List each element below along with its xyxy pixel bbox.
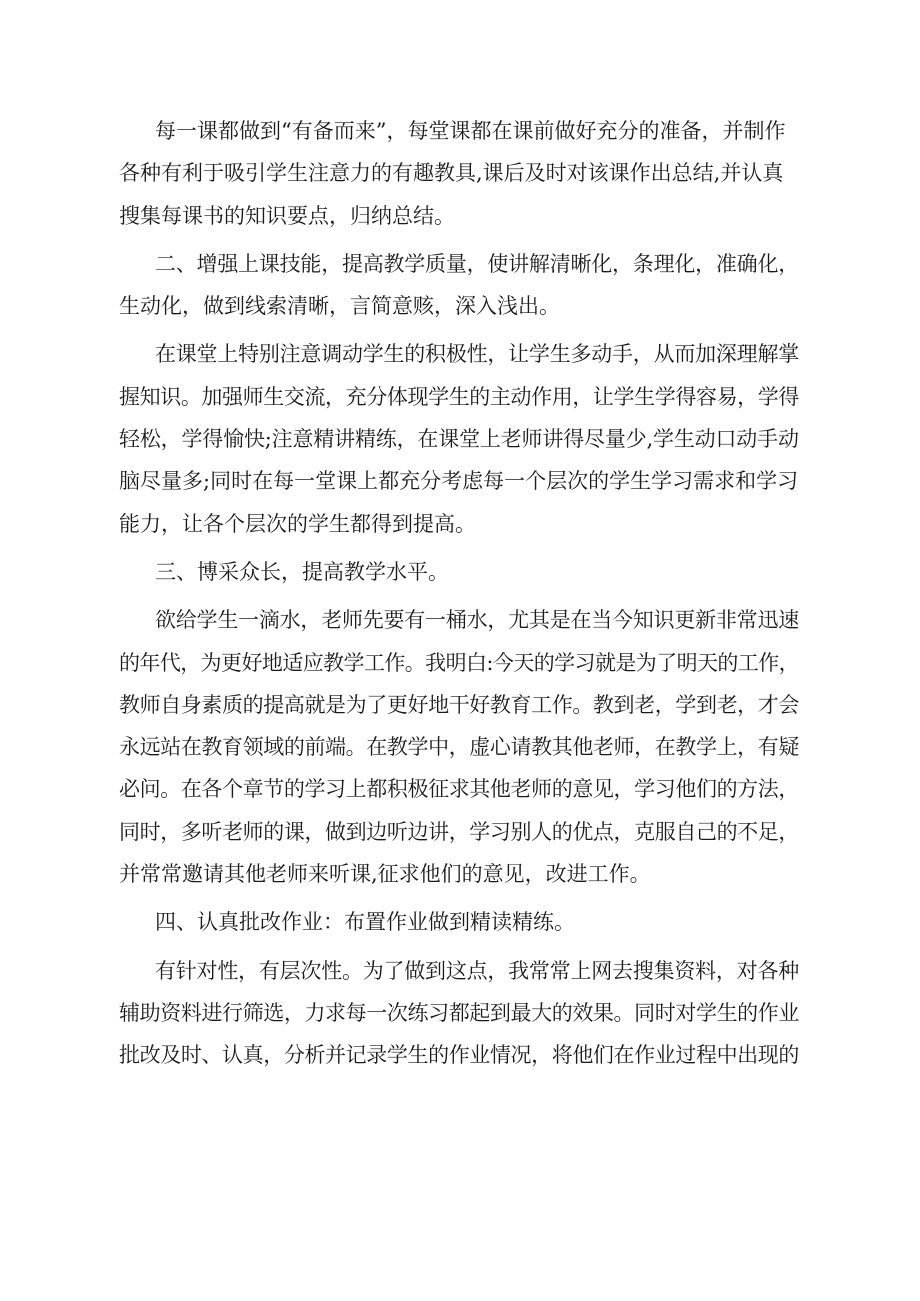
- document-body: [119, 110, 799, 1077]
- body-paragraph: [119, 333, 799, 544]
- section-heading: [119, 551, 799, 593]
- text-line: 握知识。加强师生交流，充分体现学生的主动作用，让学生学得容易，学得: [119, 384, 799, 409]
- body-paragraph: [119, 950, 799, 1077]
- text-line: 有针对性，有层次性。为了做到这点，我常常上网去搜集资料，对各种: [155, 958, 799, 983]
- text-line: 教师自身素质的提高就是为了更好地干好教育工作。教到老，学到老，才会: [119, 692, 799, 717]
- text-line: 永远站在教育领域的前端。在教学中，虚心请教其他老师，在教学上，有疑: [119, 735, 799, 760]
- body-paragraph: [119, 110, 799, 237]
- text-line: 各种有利于吸引学生注意力的有趣教具,课后及时对该课作出总结,并认真: [119, 161, 784, 186]
- text-line: 搜集每课书的知识要点，归纳总结。: [119, 203, 455, 228]
- text-line: 每一课都做到“有备而来”，每堂课都在课前做好充分的准备，并制作: [155, 119, 786, 143]
- text-line: 在课堂上特别注意调动学生的积极性，让学生多动手，从而加深理解掌: [155, 342, 799, 367]
- text-line: 批改及时、认真，分析并记录学生的作业情况，将他们在作业过程中出现的: [119, 1043, 799, 1068]
- text-line: 并常常邀请其他老师来听课,征求他们的意见，改进工作。: [119, 862, 651, 887]
- text-line: 四、认真批改作业：布置作业做到精读精练。: [155, 910, 575, 935]
- text-line: 辅助资料进行筛选，力求每一次练习都起到最大的效果。同时对学生的作业: [119, 1000, 799, 1025]
- text-line: 同时，多听老师的课，做到边听边讲，学习别人的优点，克服自己的不足，: [119, 819, 799, 844]
- body-paragraph: [119, 599, 799, 895]
- text-line: 必问。在各个章节的学习上都积极征求其他老师的意见，学习他们的方法，: [119, 777, 799, 802]
- section-heading: [119, 901, 799, 943]
- text-line: 脑尽量多;同时在每一堂课上都充分考虑每一个层次的学生学习需求和学习: [119, 469, 799, 494]
- text-line: 能力，让各个层次的学生都得到提高。: [119, 511, 476, 536]
- text-line: 的年代，为更好地适应教学工作。我明白:今天的学习就是为了明天的工作，: [119, 650, 800, 675]
- text-line: 欲给学生一滴水，老师先要有一桶水，尤其是在当今知识更新非常迅速: [155, 608, 799, 633]
- text-line: 轻松，学得愉快;注意精讲精练，在课堂上老师讲得尽量少,学生动口动手动: [119, 427, 799, 452]
- text-line: 二、增强上课技能，提高教学质量，使讲解清晰化，条理化，准确化，: [155, 251, 799, 276]
- text-line: 三、博采众长，提高教学水平。: [155, 559, 449, 584]
- section-heading: [119, 243, 799, 328]
- text-line: 生动化，做到线索清晰，言简意赅，深入浅出。: [119, 294, 560, 319]
